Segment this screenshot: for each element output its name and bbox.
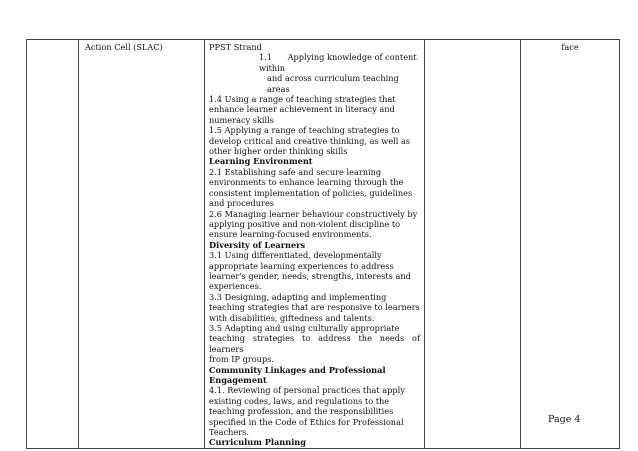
strand-line: and across curriculum teaching areas [267, 73, 399, 94]
strand-line: enhance learner achievement in literacy and [209, 104, 395, 115]
strand-line: 3.1 Using differentiated, developmentally [209, 250, 382, 261]
strand-line: with disabilities, giftedness and talents. [209, 312, 375, 323]
document-table [26, 39, 620, 449]
strand-line: develop critical and creative thinking, as well as [209, 135, 411, 146]
strand-line: numeracy skills [209, 114, 274, 125]
strand-line: applying positive and non-violent discipline to [209, 218, 401, 229]
strand-line: PPST Strand [209, 42, 262, 52]
empty-cell [425, 40, 521, 449]
strand-line: specified in the Code of Ethics for Professional [209, 416, 404, 427]
strand-line: experiences. [209, 281, 262, 292]
strand-line: environments to enhance learning through the [209, 177, 404, 188]
strand-line: 1.5 Applying a range of teaching strategies to [209, 125, 400, 136]
modality-text: face [561, 42, 579, 52]
section-heading: Diversity of Learners [209, 239, 306, 250]
empty-cell [27, 40, 79, 449]
ppst-strand-text [205, 40, 424, 448]
section-heading: Engagement [209, 375, 267, 385]
strand-line: 2.6 Managing learner behaviour constructively by [209, 208, 418, 219]
strand-line: 3.3 Designing, adapting and implementing [209, 291, 387, 302]
strand-line: and procedures [209, 198, 274, 209]
strand-line: Teachers. [209, 427, 249, 438]
strand-line: 2.1 Establishing safe and secure learning [209, 166, 382, 177]
strand-line: 3.5 Adapting and using culturally appropriate [209, 322, 400, 333]
strand-line: from IP groups. [209, 354, 274, 365]
section-heading: Learning Environment [209, 156, 313, 167]
strand-line: teaching profession, and the responsibilities [209, 406, 394, 417]
table-row [27, 40, 620, 449]
activity-cell [79, 40, 205, 449]
section-heading: Community Linkages and Professional [209, 364, 386, 375]
activity-text: Action Cell (SLAC) [85, 42, 163, 52]
strand-line: existing codes, laws, and regulations to the [209, 395, 390, 406]
strand-line: appropriate learning experiences to address [209, 260, 394, 271]
strand-line: 1.1 Applying knowledge of content within [259, 52, 417, 73]
modality-cell [521, 40, 620, 449]
strand-line: other higher order thinking skills [209, 146, 348, 157]
ppst-strand-cell [205, 40, 425, 449]
page-number: Page 4 [548, 414, 581, 425]
strand-line: consistent implementation of policies, guidelines [209, 187, 413, 198]
strand-line: teaching strategies that are responsive to learners [209, 302, 420, 313]
strand-line: 4.1. Reviewing of personal practices that apply [209, 385, 405, 396]
strand-line: ensure learning-focused environments. [209, 229, 372, 240]
strand-line: 1.4 Using a range of teaching strategies that [209, 94, 396, 105]
strand-line: learner's gender, needs, strengths, interests and [209, 270, 411, 281]
section-heading: Curriculum Planning [209, 437, 306, 448]
strand-line: teaching strategies to address the needs of learners [209, 333, 420, 354]
